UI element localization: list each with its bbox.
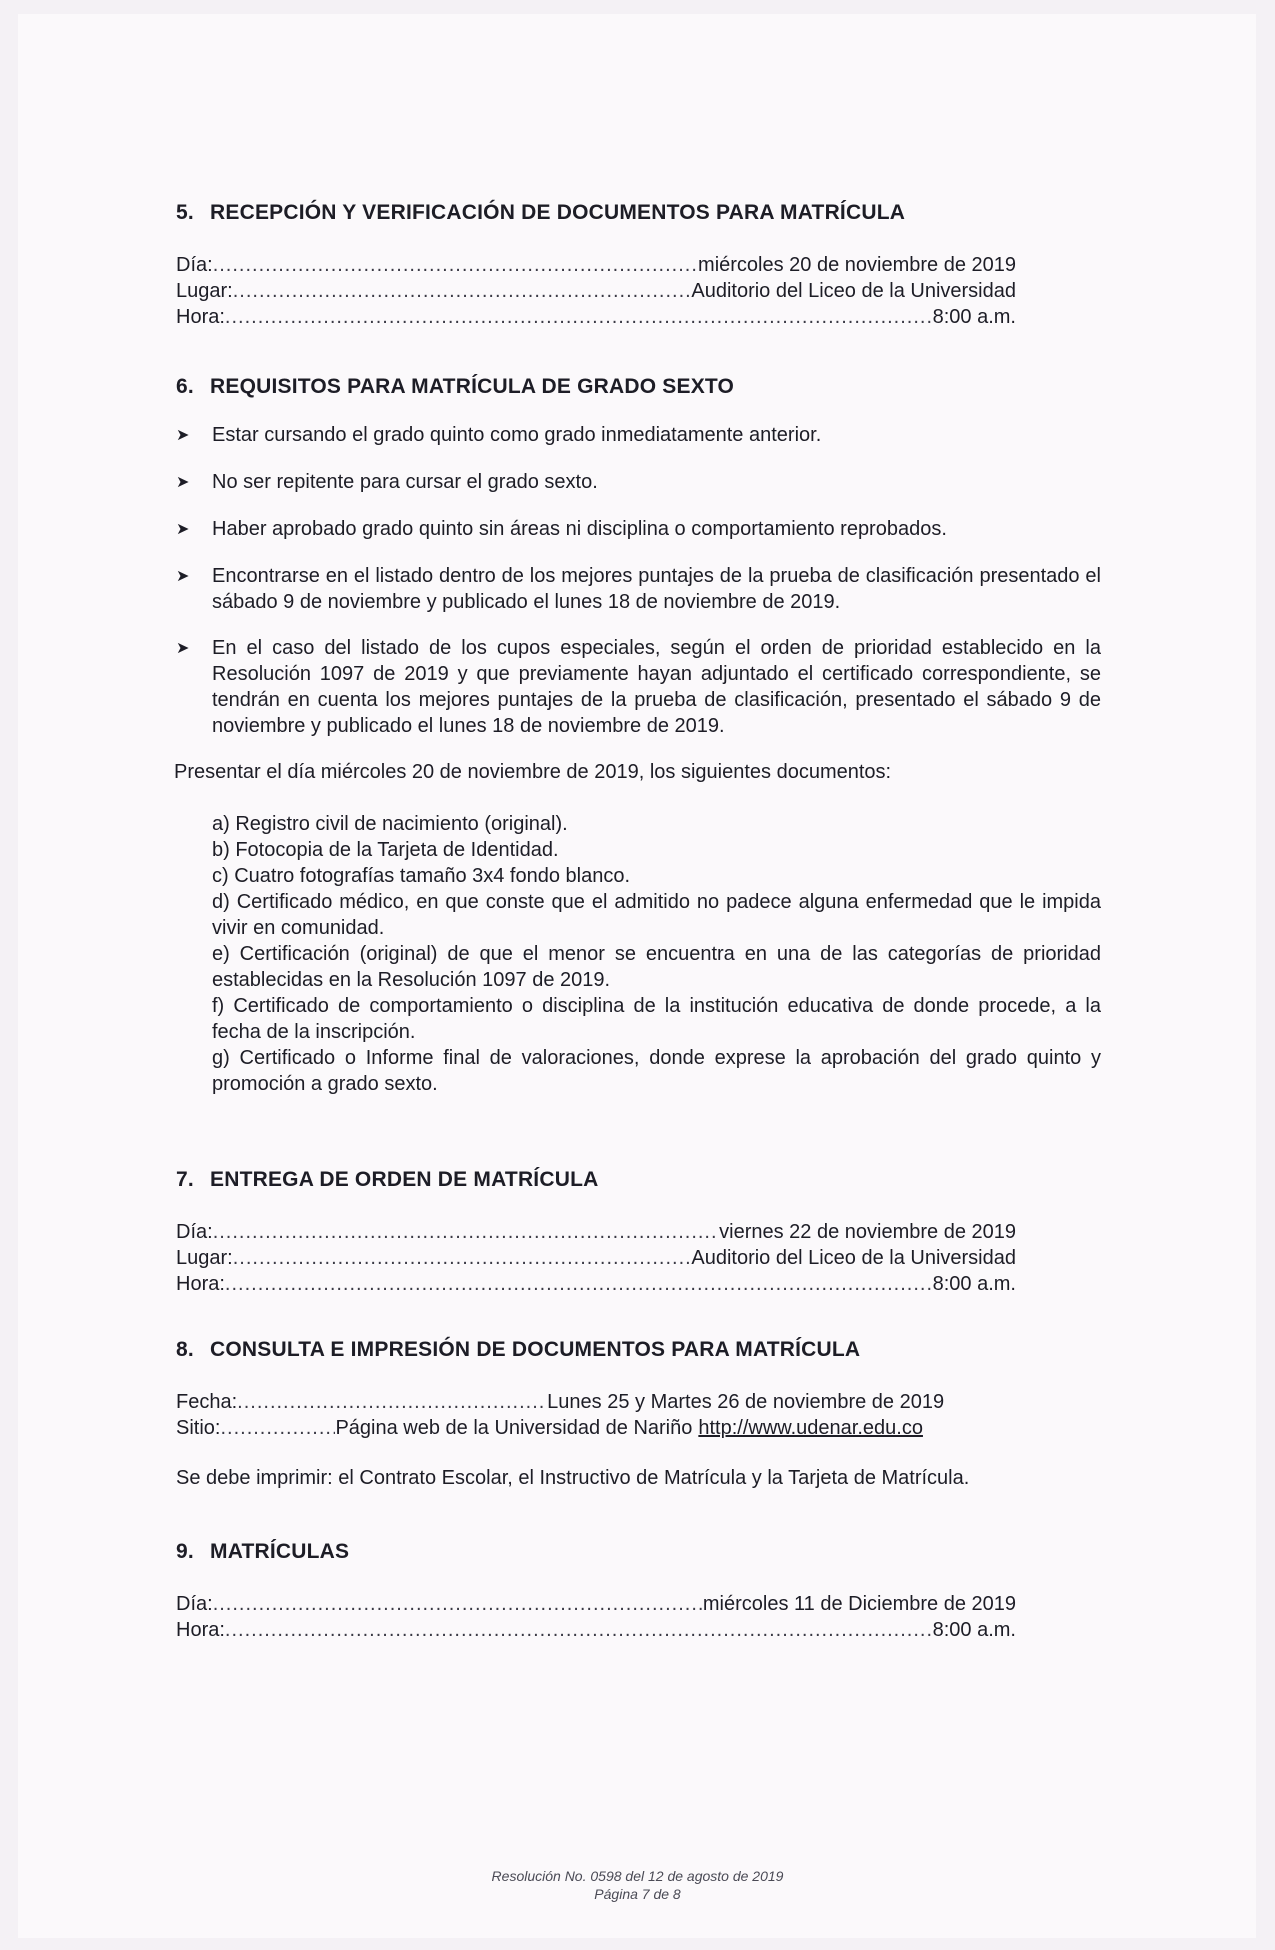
- field-label: Día:: [176, 1221, 213, 1243]
- section-8-heading: [176, 1337, 1101, 1363]
- documents-list: [212, 811, 1101, 1097]
- field-hora: [176, 1617, 1016, 1643]
- field-label: Lugar:: [176, 280, 233, 302]
- list-item: ➤ Encontrarse en el listado dentro de los mejores puntajes de la prueba de clasificación presentado el sábado 9 de noviembre y publicado el lunes 18 de noviembre de 2019.: [176, 565, 1101, 613]
- list-item: a) Registro civil de nacimiento (original).: [212, 813, 568, 835]
- list-item: b) Fotocopia de la Tarjeta de Identidad.: [212, 839, 559, 861]
- field-value: 8:00 a.m.: [932, 1619, 1016, 1641]
- section-number: 8.: [176, 1338, 194, 1361]
- field-value: Auditorio del Liceo de la Universidad: [691, 1247, 1016, 1269]
- leader-dots: [225, 1271, 933, 1297]
- section-title: CONSULTA E IMPRESIÓN DE DOCUMENTOS PARA MATRÍCULA: [210, 1338, 861, 1361]
- arrow-bullet-icon: ➤: [176, 640, 190, 657]
- arrow-bullet-icon: ➤: [176, 427, 190, 444]
- section-5-fields: [176, 252, 1101, 330]
- section-title: ENTREGA DE ORDEN DE MATRÍCULA: [210, 1168, 599, 1191]
- field-lugar: [176, 1245, 1016, 1271]
- section-9-fields: [176, 1591, 1101, 1643]
- field-label: Lugar:: [176, 1247, 233, 1269]
- footer-resolution: Resolución No. 0598 del 12 de agosto de 2019: [491, 1868, 784, 1884]
- leader-dots: [225, 304, 933, 330]
- section-6-heading: [176, 374, 1101, 400]
- section-9-heading: [176, 1539, 1101, 1565]
- field-sitio: [176, 1415, 1016, 1441]
- print-note: Se debe imprimir: el Contrato Escolar, el Instructivo de Matrícula y la Tarjeta de Matrícula.: [176, 1467, 970, 1489]
- section-7-heading: [176, 1167, 1101, 1193]
- website-link[interactable]: http://www.udenar.edu.co: [698, 1417, 923, 1439]
- section-title: RECEPCIÓN Y VERIFICACIÓN DE DOCUMENTOS PARA MATRÍCULA: [210, 201, 906, 224]
- field-value: viernes 22 de noviembre de 2019: [719, 1221, 1016, 1243]
- field-fecha: [176, 1389, 1016, 1415]
- list-item: g) Certificado o Informe final de valoraciones, donde exprese la aprobación del grado quinto y promoción a grado sexto.: [212, 1047, 1101, 1095]
- list-item: c) Cuatro fotografías tamaño 3x4 fondo blanco.: [212, 865, 631, 887]
- field-value: 8:00 a.m.: [932, 306, 1016, 328]
- section-number: 9.: [176, 1540, 194, 1563]
- field-hora: [176, 304, 1016, 330]
- field-dia: [176, 1219, 1016, 1245]
- section-number: 5.: [176, 201, 194, 224]
- footer-page-number: Página 7 de 8: [594, 1886, 681, 1902]
- arrow-bullet-icon: ➤: [176, 521, 190, 538]
- leader-dots: [225, 1617, 933, 1643]
- leader-dots: [213, 1591, 703, 1617]
- list-item: ➤ Haber aprobado grado quinto sin áreas ni disciplina o comportamiento reprobados.: [176, 516, 1101, 543]
- leader-dots: [213, 1219, 719, 1245]
- field-value: miércoles 11 de Diciembre de 2019: [702, 1593, 1016, 1615]
- leader-dots: [233, 278, 692, 304]
- field-hora: [176, 1271, 1016, 1297]
- field-value: Auditorio del Liceo de la Universidad: [691, 280, 1016, 302]
- list-item: ➤ Estar cursando el grado quinto como grado inmediatamente anterior.: [176, 422, 1101, 449]
- arrow-bullet-icon: ➤: [176, 474, 190, 491]
- field-label: Fecha:: [176, 1391, 238, 1413]
- field-value: Página web de la Universidad de Nariño: [335, 1417, 693, 1439]
- leader-dots: [233, 1245, 692, 1271]
- section-title: REQUISITOS PARA MATRÍCULA DE GRADO SEXTO: [210, 375, 735, 398]
- list-item: f) Certificado de comportamiento o disciplina de la institución educativa de donde procede, a la fecha de la inscripción.: [212, 995, 1101, 1043]
- field-label: Hora:: [176, 1619, 225, 1641]
- documents-intro: Presentar el día miércoles 20 de noviembre de 2019, los siguientes documentos:: [174, 761, 892, 783]
- field-value: 8:00 a.m.: [932, 1273, 1016, 1295]
- section-number: 6.: [176, 375, 194, 398]
- field-dia: [176, 1591, 1016, 1617]
- section-7-fields: [176, 1219, 1101, 1297]
- field-dia: [176, 252, 1016, 278]
- section-number: 7.: [176, 1168, 194, 1191]
- field-label: Hora:: [176, 306, 225, 328]
- leader-dots: [213, 252, 698, 278]
- requirements-list: [176, 422, 1101, 739]
- field-lugar: [176, 278, 1016, 304]
- list-item: ➤ En el caso del listado de los cupos especiales, según el orden de prioridad establecido en la Resolución 1097 de 2019 y que previamente hayan adjuntado el certificado correspondiente, se tendrán en cuenta los mejores puntajes de la prueba de clasificación, presentado el sábado 9 de noviembre y publicado el lunes 18 de noviembre de 2019.: [176, 637, 1101, 737]
- field-label: Día:: [176, 254, 213, 276]
- section-title: MATRÍCULAS: [210, 1540, 350, 1563]
- field-label: Sitio:: [176, 1417, 221, 1439]
- field-value: miércoles 20 de noviembre de 2019: [698, 254, 1016, 276]
- section-8-fields: [176, 1389, 1101, 1441]
- document-content: [176, 200, 1101, 1643]
- leader-dots: [237, 1389, 547, 1415]
- field-label: Día:: [176, 1593, 213, 1615]
- field-label: Hora:: [176, 1273, 225, 1295]
- section-5-heading: [176, 200, 1101, 226]
- list-item: d) Certificado médico, en que conste que el admitido no padece alguna enfermedad que le impida vivir en comunidad.: [212, 891, 1101, 939]
- arrow-bullet-icon: ➤: [176, 568, 190, 585]
- list-item: ➤ No ser repitente para cursar el grado sexto.: [176, 469, 1101, 496]
- list-item: e) Certificación (original) de que el menor se encuentra en una de las categorías de prioridad establecidas en la Resolución 1097 de 2019.: [212, 943, 1101, 991]
- field-value: Lunes 25 y Martes 26 de noviembre de 2019: [547, 1391, 945, 1413]
- leader-dots: [220, 1415, 335, 1441]
